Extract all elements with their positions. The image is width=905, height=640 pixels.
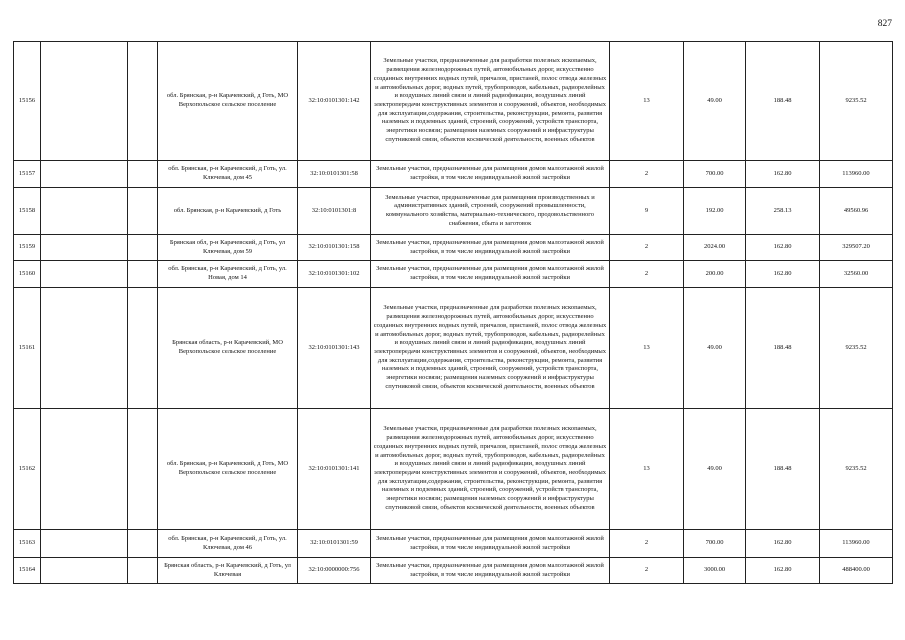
value-cell: 9235.52 <box>820 42 893 161</box>
value-cell: 488400.00 <box>820 558 893 584</box>
rate-cell: 188.48 <box>746 409 820 530</box>
cadastral-number-cell: 32:10:0000000:756 <box>298 558 371 584</box>
row-number: 15157 <box>14 161 41 188</box>
value-cell: 32560.00 <box>820 261 893 288</box>
row-number: 15163 <box>14 530 41 558</box>
table-row <box>14 161 893 188</box>
cadastral-number-cell: 32:10:0101301:142 <box>298 42 371 161</box>
cadastral-number-cell: 32:10:0101301:59 <box>298 530 371 558</box>
rate-cell: 258.13 <box>746 188 820 235</box>
table-row <box>14 42 893 161</box>
address-cell: обл. Брянская, р-н Карачевский, д Готь, ул. Ключевая, дом 45 <box>158 161 298 188</box>
table-row <box>14 530 893 558</box>
empty-cell <box>41 161 128 188</box>
cadastral-number-cell: 32:10:0101301:158 <box>298 235 371 261</box>
empty-cell <box>128 558 158 584</box>
empty-cell <box>41 42 128 161</box>
land-use-cell: Земельные участки, предназначенные для размещения домов малоэтажной жилой застройки, в том числе индивидуальной жилой застройки <box>371 235 610 261</box>
row-number: 15159 <box>14 235 41 261</box>
area-cell: 49.00 <box>684 409 746 530</box>
area-cell: 2024.00 <box>684 235 746 261</box>
group-cell: 2 <box>610 530 684 558</box>
area-cell: 192.00 <box>684 188 746 235</box>
table-row <box>14 188 893 235</box>
empty-cell <box>41 261 128 288</box>
area-cell: 700.00 <box>684 530 746 558</box>
empty-cell <box>128 42 158 161</box>
empty-cell <box>128 161 158 188</box>
address-cell: обл. Брянская, р-н Карачевский, д Готь, ул. Ключевая, дом 46 <box>158 530 298 558</box>
group-cell: 2 <box>610 235 684 261</box>
value-cell: 329507.20 <box>820 235 893 261</box>
land-use-cell: Земельные участки, предназначенные для размещения домов малоэтажной жилой застройки, в том числе индивидуальной жилой застройки <box>371 161 610 188</box>
address-cell: Брянская область, р-н Карачевский, МО Верхопольское сельское поселение <box>158 288 298 409</box>
empty-cell <box>41 409 128 530</box>
address-cell: обл. Брянская, р-н Карачевский, д Готь, МО Верхопольское сельское поселение <box>158 42 298 161</box>
row-number: 15160 <box>14 261 41 288</box>
rate-cell: 162.80 <box>746 558 820 584</box>
row-number: 15164 <box>14 558 41 584</box>
empty-cell <box>128 261 158 288</box>
group-cell: 13 <box>610 409 684 530</box>
empty-cell <box>128 235 158 261</box>
row-number: 15156 <box>14 42 41 161</box>
rate-cell: 162.80 <box>746 530 820 558</box>
address-cell: обл. Брянская, р-н Карачевский, д Готь <box>158 188 298 235</box>
rate-cell: 162.80 <box>746 161 820 188</box>
row-number: 15162 <box>14 409 41 530</box>
area-cell: 3000.00 <box>684 558 746 584</box>
cadastral-number-cell: 32:10:0101301:58 <box>298 161 371 188</box>
row-number: 15158 <box>14 188 41 235</box>
cadastral-number-cell: 32:10:0101301:102 <box>298 261 371 288</box>
value-cell: 113960.00 <box>820 161 893 188</box>
rate-cell: 188.48 <box>746 288 820 409</box>
land-use-cell: Земельные участки, предназначенные для разработки полезных ископаемых, размещения железнодорожных путей, автомобильных дорог, искусственно созданных внутренних водных путей, причалов, пристаней, полос отвода железных и автомобильных дорог, водных путей, трубопроводов, кабельных, радиорелейных и воздушных линий связи и линий радиофикации, воздушных линий электропередачи конструктивных элементов и сооружений, объектов, необходимых для эксплуатации,содержания, строительства, реконструкции, ремонта, развития наземных и подземных зданий, строений, сооружений, устройств транспорта, энергетики носвязи; размещения наземных сооружений и инфраструктуры спутниковой связи, объектов космической деятельности, военных объектов <box>371 409 610 530</box>
land-use-cell: Земельные участки, предназначенные для разработки полезных ископаемых, размещения железнодорожных путей, автомобильных дорог, искусственно созданных внутренних водных путей, причалов, пристаней, полос отвода железных и автомобильных дорог, водных путей, трубопроводов, кабельных, радиорелейных и воздушных линий связи и линий радиофикации, воздушных линий электропередачи конструктивных элементов и сооружений, объектов, необходимых для эксплуатации,содержания, строительства, реконструкции, ремонта, развития наземных и подземных зданий, строений, сооружений, устройств транспорта, энергетики носвязи; размещения наземных сооружений и инфраструктуры спутниковой связи, объектов космической деятельности, военных объектов <box>371 42 610 161</box>
group-cell: 2 <box>610 558 684 584</box>
land-use-cell: Земельные участки, предназначенные для размещения производственных и административных зданий, строений, сооружений промышленности, коммунального хозяйства, материально-технического, продовольственного снабжения, сбыта и заготовок <box>371 188 610 235</box>
rate-cell: 162.80 <box>746 235 820 261</box>
table-row <box>14 235 893 261</box>
land-use-cell: Земельные участки, предназначенные для разработки полезных ископаемых, размещения железнодорожных путей, автомобильных дорог, искусственно созданных внутренних водных путей, причалов, пристаней, полос отвода железных и автомобильных дорог, водных путей, трубопроводов, кабельных, радиорелейных и воздушных линий связи и линий радиофикации, воздушных линий электропередачи конструктивных элементов и сооружений, объектов, необходимых для эксплуатации,содержания, строительства, реконструкции, ремонта, развития наземных и подземных зданий, строений, сооружений, устройств транспорта, энергетики носвязи; размещения наземных сооружений и инфраструктуры спутниковой связи, объектов космической деятельности, военных объектов <box>371 288 610 409</box>
land-use-cell: Земельные участки, предназначенные для размещения домов малоэтажной жилой застройки, в том числе индивидуальной жилой застройки <box>371 558 610 584</box>
area-cell: 49.00 <box>684 42 746 161</box>
row-number: 15161 <box>14 288 41 409</box>
group-cell: 13 <box>610 42 684 161</box>
value-cell: 9235.52 <box>820 409 893 530</box>
cadastral-number-cell: 32:10:0101301:141 <box>298 409 371 530</box>
empty-cell <box>41 530 128 558</box>
rate-cell: 188.48 <box>746 42 820 161</box>
empty-cell <box>41 288 128 409</box>
table-row <box>14 261 893 288</box>
page-number: 827 <box>877 19 892 29</box>
cadastral-number-cell: 32:10:0101301:8 <box>298 188 371 235</box>
empty-cell <box>41 235 128 261</box>
empty-cell <box>128 288 158 409</box>
table-row <box>14 558 893 584</box>
land-register-table <box>13 41 893 584</box>
group-cell: 13 <box>610 288 684 409</box>
cadastral-number-cell: 32:10:0101301:143 <box>298 288 371 409</box>
table-row <box>14 409 893 530</box>
empty-cell <box>128 188 158 235</box>
address-cell: обл. Брянская, р-н Карачевский, д Готь, ул. Новая, дом 14 <box>158 261 298 288</box>
land-use-cell: Земельные участки, предназначенные для размещения домов малоэтажной жилой застройки, в том числе индивидуальной жилой застройки <box>371 530 610 558</box>
empty-cell <box>128 409 158 530</box>
area-cell: 49.00 <box>684 288 746 409</box>
empty-cell <box>41 188 128 235</box>
area-cell: 700.00 <box>684 161 746 188</box>
table-row <box>14 288 893 409</box>
address-cell: Брянская обл, р-н Карачевский, д Готь, ул Ключевая, дом 59 <box>158 235 298 261</box>
land-use-cell: Земельные участки, предназначенные для размещения домов малоэтажной жилой застройки, в том числе индивидуальной жилой застройки <box>371 261 610 288</box>
empty-cell <box>128 530 158 558</box>
value-cell: 49560.96 <box>820 188 893 235</box>
address-cell: обл. Брянская, р-н Карачевский, д Готь, МО Верхопольское сельское поселение <box>158 409 298 530</box>
group-cell: 9 <box>610 188 684 235</box>
group-cell: 2 <box>610 261 684 288</box>
value-cell: 113960.00 <box>820 530 893 558</box>
group-cell: 2 <box>610 161 684 188</box>
area-cell: 200.00 <box>684 261 746 288</box>
empty-cell <box>41 558 128 584</box>
value-cell: 9235.52 <box>820 288 893 409</box>
address-cell: Брянская область, р-н Карачевский, д Готь, ул Ключевая <box>158 558 298 584</box>
rate-cell: 162.80 <box>746 261 820 288</box>
